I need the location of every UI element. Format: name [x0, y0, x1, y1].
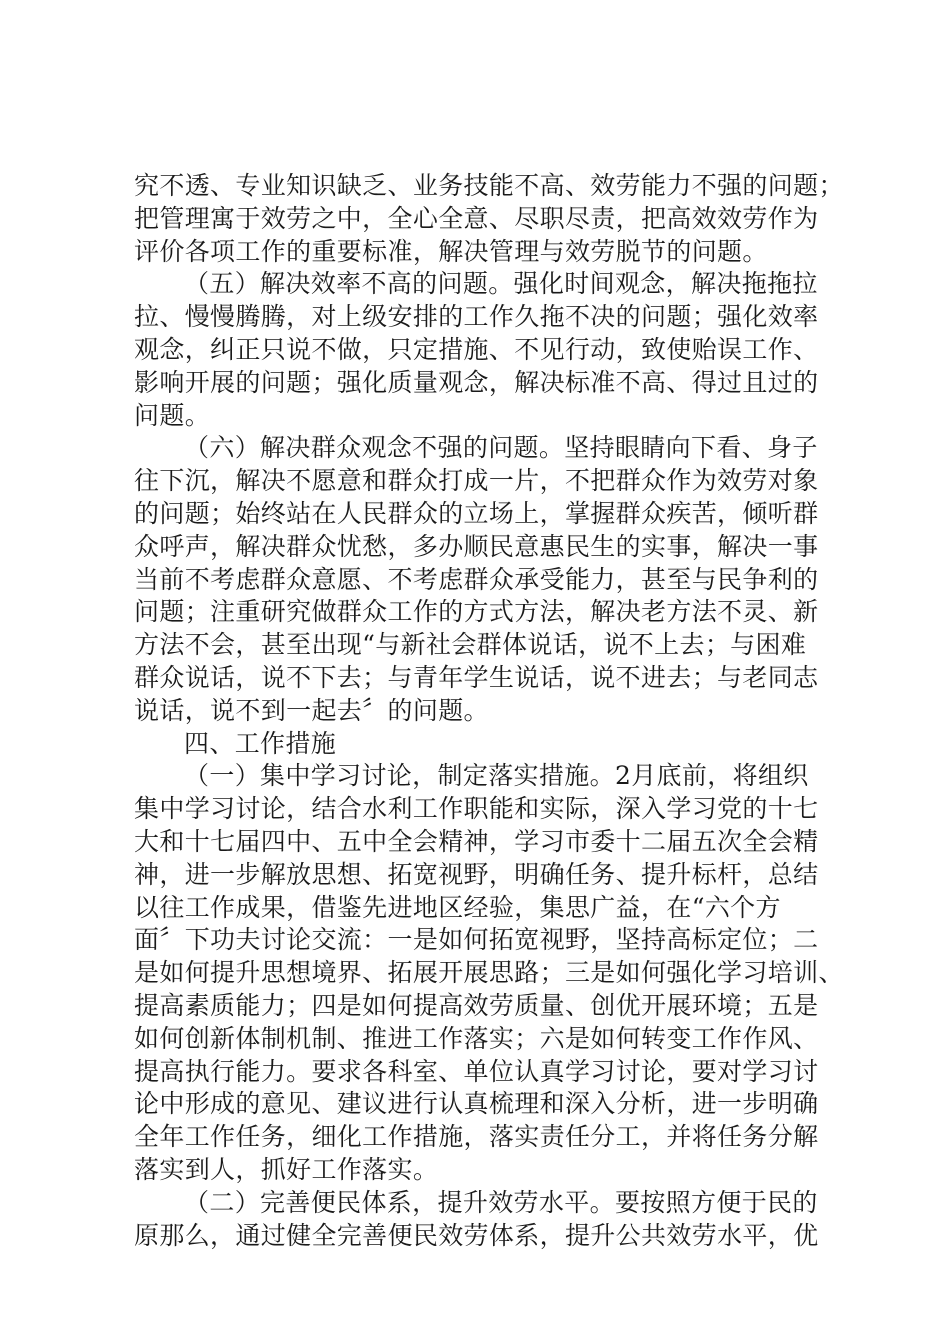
text-line: 的问题；始终站在人民群众的立场上，掌握群众疾苦，倾听群 — [134, 498, 819, 528]
text-line: 究不透、专业知识缺乏、业务技能不高、效劳能力不强的问题； — [134, 171, 844, 200]
text-line: （五）解决效率不高的问题。强化时间观念，解决拖拖拉 — [184, 269, 818, 299]
text-line: 往下沉，解决不愿意和群众打成一片，不把群众作为效劳对象 — [134, 466, 819, 496]
text-line: （一）集中学习讨论，制定落实措施。2月底前，将组织 — [184, 761, 809, 791]
text-line: 问题；注重研究做群众工作的方式方法，解决老方法不灵、新 — [134, 597, 819, 627]
text-line: （二）完善便民体系，提升效劳水平。要按照方便于民的 — [184, 1187, 818, 1217]
text-line: 提高执行能力。要求各科室、单位认真学习讨论，要对学习讨 — [134, 1056, 819, 1086]
text-line: 群众说话，说不下去；与青年学生说话，说不进去；与老同志 — [134, 662, 819, 692]
text-line: 集中学习讨论，结合水利工作职能和实际，深入学习党的十七 — [134, 794, 819, 824]
document-body — [134, 170, 844, 1252]
text-line: 四、工作措施 — [184, 728, 337, 758]
text-line: 如何创新体制机制、推进工作落实；六是如何转变工作作风、 — [134, 1023, 819, 1053]
text-line: 影响开展的问题；强化质量观念，解决标准不高、得过且过的 — [134, 367, 819, 397]
text-line: 评价各项工作的重要标准，解决管理与效劳脱节的问题。 — [134, 236, 768, 266]
text-line: 提高素质能力；四是如何提高效劳质量、创优开展环境；五是 — [134, 990, 819, 1020]
text-line: （六）解决群众观念不强的问题。坚持眼睛向下看、身子 — [184, 433, 818, 463]
text-line: 观念，纠正只说不做，只定措施、不见行动，致使贻误工作、 — [134, 334, 819, 364]
text-line: 论中形成的意见、建议进行认真梳理和深入分析，进一步明确 — [134, 1089, 819, 1119]
text-line: 问题。 — [134, 400, 211, 430]
text-line: 大和十七届四中、五中全会精神，学习市委十二届五次全会精 — [134, 826, 819, 856]
text-line: 面〞下功夫讨论交流：一是如何拓宽视野，坚持高标定位；二 — [134, 925, 819, 955]
text-line: 说话，说不到一起去〞的问题。 — [134, 695, 489, 725]
text-line: 全年工作任务，细化工作措施，落实责任分工，并将任务分解 — [134, 1122, 819, 1152]
text-line: 是如何提升思想境界、拓展开展思路；三是如何强化学习培训、 — [134, 958, 844, 988]
text-line: 把管理寓于效劳之中，全心全意、尽职尽责，把高效效劳作为 — [134, 203, 819, 233]
text-line: 拉、慢慢腾腾，对上级安排的工作久拖不决的问题；强化效率 — [134, 302, 819, 332]
text-line: 众呼声，解决群众忧愁，多办顺民意惠民生的实事，解决一事 — [134, 531, 819, 561]
text-line: 原那么，通过健全完善便民效劳体系，提升公共效劳水平，优 — [134, 1220, 819, 1250]
text-line: 当前不考虑群众意愿、不考虑群众承受能力，甚至与民争利的 — [134, 564, 819, 594]
text-line: 以往工作成果，借鉴先进地区经验，集思广益，在“六个方 — [134, 892, 781, 922]
text-line: 神，进一步解放思想、拓宽视野，明确任务、提升标杆，总结 — [134, 859, 819, 889]
text-line: 落实到人，抓好工作落实。 — [134, 1154, 439, 1184]
text-line: 方法不会，甚至出现“与新社会群体说话，说不上去；与困难 — [134, 630, 807, 660]
